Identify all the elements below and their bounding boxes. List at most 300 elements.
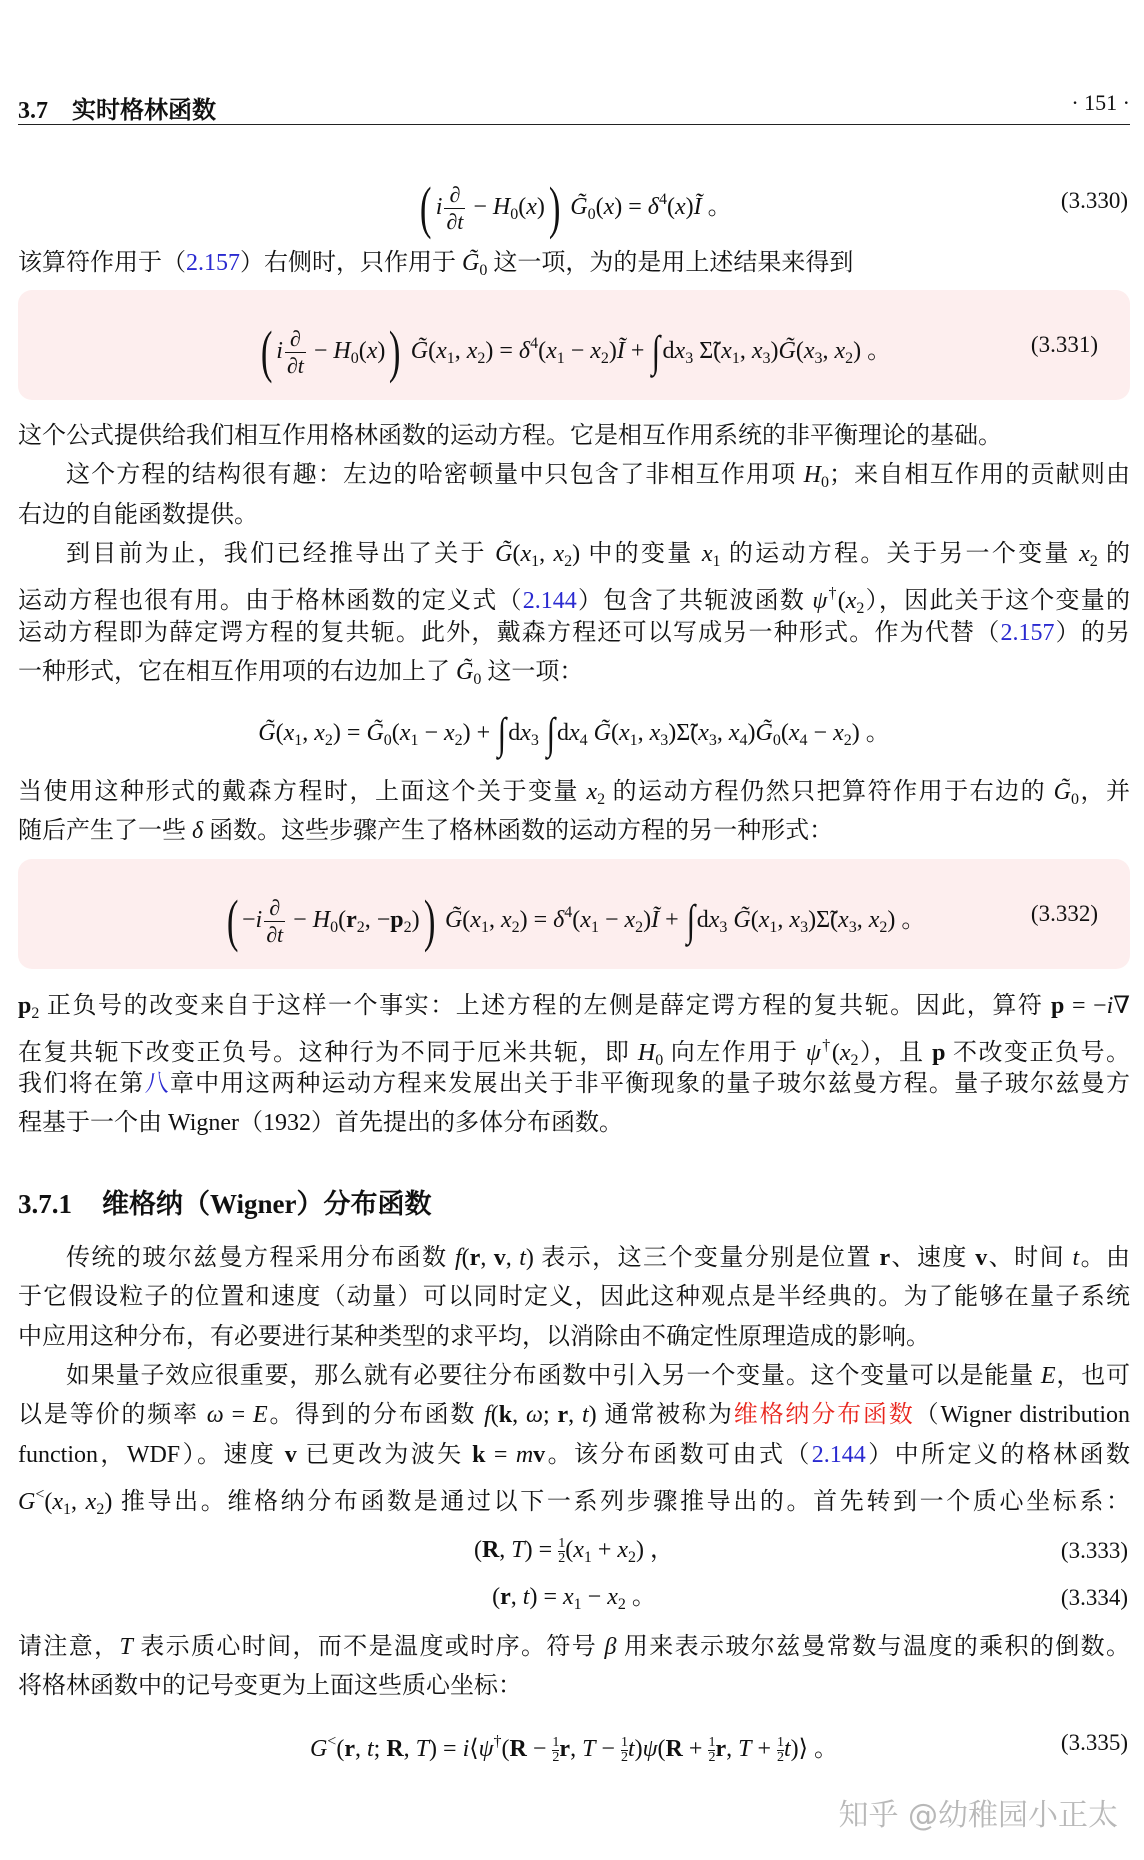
math-italic: i [1106, 993, 1114, 1019]
text-run: ( [490, 1402, 499, 1428]
text-run: ( [666, 194, 675, 220]
subscript: 4 [739, 732, 748, 749]
superscript: 4 [530, 335, 539, 352]
subscript: 4 [799, 732, 808, 749]
math-bold: v [284, 1442, 297, 1468]
math-italic: x [436, 338, 447, 364]
text-run: , [71, 1489, 86, 1515]
display-equation [18, 175, 1130, 241]
text-run: ），因此关于这个变量的 [864, 588, 1131, 614]
cross-reference-link[interactable]: 2.144 [522, 588, 577, 614]
equation-number: (3.331) [1030, 332, 1098, 357]
superscript: 4 [658, 191, 667, 208]
text-run: d [556, 720, 569, 746]
math-italic: t [627, 1736, 635, 1762]
math-bold: r [346, 907, 357, 933]
math-italic: x [553, 541, 565, 567]
text-run: ) [411, 907, 420, 933]
subscript: 0 [820, 474, 829, 491]
text-line [18, 1396, 1130, 1435]
text-line [18, 1357, 1130, 1396]
subscript: 2 [1089, 553, 1098, 570]
fraction-denominator: 2 [558, 1550, 566, 1566]
text-run: − [241, 907, 256, 933]
text-run: 章中用这两种运动方程来发展出关于非平衡现象的量子玻尔兹曼方程。量子玻尔兹曼方 [169, 1071, 1131, 1097]
text-run: 这一项： [481, 659, 584, 685]
text-line [18, 417, 1130, 456]
math-italic: T [738, 1736, 752, 1762]
text-run: − [581, 1584, 608, 1610]
math-italic: H [333, 338, 351, 364]
math-italic: G̃ [462, 250, 480, 276]
half-fraction [777, 1736, 784, 1765]
subscript: 1 [556, 350, 565, 367]
subscript: 2 [356, 919, 365, 936]
math-italic: E [1040, 1363, 1056, 1389]
text-line [18, 1278, 1130, 1317]
math-italic: x [580, 907, 591, 933]
math-bold: p [390, 907, 404, 933]
text-run: − [526, 1736, 553, 1762]
math-italic: x [788, 720, 800, 746]
text-run: 如果量子效应很重要，那么就有必要往分布函数中引入另一个变量。这个变量可以是能量 [66, 1363, 1041, 1389]
text-run: ) 通常被称为 [588, 1402, 734, 1428]
superscript: 4 [564, 904, 573, 921]
fraction-numerator: 1 [708, 1734, 716, 1750]
math-italic: x [758, 907, 770, 933]
subscript: 0 [1071, 791, 1079, 808]
text-run: 这个方程的结构很有趣：左边的哈密顿量中只包含了非相互作用项 [66, 462, 804, 488]
text-run: ) 表示，这三个变量分别是位置 [525, 1245, 880, 1271]
math-italic: x [674, 338, 686, 364]
subscript: 0 [473, 671, 482, 688]
math-italic: G̃ [410, 338, 429, 364]
math-italic: t [581, 1402, 589, 1428]
text-run: ; [542, 1402, 558, 1428]
text-run: ( [358, 338, 367, 364]
math-italic: x [443, 720, 455, 746]
subscript: 1 [531, 553, 540, 570]
fraction-numerator: ∂ [264, 895, 285, 922]
text-run: 我们将在第 [18, 1071, 145, 1097]
text-line [18, 653, 1130, 692]
text-run: )⟩ 。 [790, 1736, 839, 1762]
text-run: ( [336, 1736, 345, 1762]
math-italic: i [276, 338, 283, 364]
subscript: 0 [655, 1052, 664, 1069]
text-run: ( [391, 720, 400, 746]
text-line [18, 614, 1130, 653]
text-run: 。 [701, 194, 732, 220]
subscript: 0 [510, 206, 519, 223]
math-italic: i [255, 907, 263, 933]
text-line [18, 773, 1130, 812]
math-italic: ψ [642, 1736, 658, 1762]
fraction-numerator: 1 [552, 1734, 560, 1750]
math-bold: k [498, 1402, 513, 1428]
cross-reference-link[interactable]: 2.157 [1000, 620, 1055, 646]
text-run: ) [747, 720, 756, 746]
text-run: , [716, 720, 729, 746]
subscript: 3 [800, 919, 809, 936]
text-run: ）的另 [1054, 620, 1131, 646]
math-italic: x [728, 720, 740, 746]
math-italic: G̃ [570, 194, 588, 220]
text-run: , [539, 541, 554, 567]
subscript: 2 [597, 791, 606, 808]
math-italic: T [415, 1736, 430, 1762]
section-heading [18, 1182, 432, 1221]
math-italic: H [637, 1040, 656, 1066]
text-line [18, 1475, 1130, 1518]
display-equation [18, 709, 1130, 761]
math-italic: δ [192, 818, 204, 844]
subscript: 3 [708, 732, 717, 749]
text-run: 的运动方程。关于另一个变量 [720, 541, 1080, 567]
math-italic: G̃ [778, 338, 796, 364]
math-italic: x [617, 1537, 629, 1563]
text-run: ) [536, 194, 545, 220]
subscript: 1 [63, 1501, 72, 1518]
fraction-denominator: ∂t [286, 352, 304, 378]
display-equation [18, 1530, 1130, 1578]
subscript: 1 [590, 919, 599, 936]
text-run: , [568, 1402, 582, 1428]
math-italic: T [119, 1634, 133, 1660]
text-run: ( [538, 338, 547, 364]
integral-sign: ∫ [546, 709, 556, 759]
math-italic: G [309, 1736, 328, 1762]
text-line [18, 1239, 1130, 1278]
math-italic: f [455, 1245, 462, 1271]
text-run: ) = [529, 1584, 563, 1610]
text-run: ( [657, 1736, 666, 1762]
text-run: 以是等价的频率 [18, 1402, 207, 1428]
text-run: ) = [485, 338, 519, 364]
math-italic: Ĩ [693, 194, 702, 220]
fraction-numerator: 1 [558, 1535, 566, 1551]
math-italic: t [522, 1584, 530, 1610]
fraction-denominator: 2 [708, 1749, 716, 1765]
fraction [264, 895, 285, 948]
text-run: ; [373, 1736, 387, 1762]
subscript: 2 [600, 350, 609, 367]
math-italic: x [568, 720, 580, 746]
subscript: 2 [477, 350, 486, 367]
math-bold: R [509, 1736, 527, 1762]
math-italic: x [590, 338, 601, 364]
text-run: + [591, 1537, 618, 1563]
math-italic: E [252, 1402, 268, 1428]
text-run: ) [634, 1736, 643, 1762]
text-run: , [856, 907, 869, 933]
text-line [18, 1628, 1130, 1667]
text-run: ( [518, 194, 527, 220]
text-run: ) + [462, 720, 497, 746]
equation-number: (3.330) [1060, 188, 1128, 213]
text-run: ( [831, 1040, 840, 1066]
math-italic: G̃ [733, 907, 751, 933]
text-run: ) 。 [887, 907, 926, 933]
math-italic: x [721, 338, 732, 364]
math-italic: x [839, 1040, 851, 1066]
text-line [18, 1065, 1130, 1104]
text-run: 运动方程也很有用。由于格林函数的定义式（ [18, 588, 523, 614]
text-run: d [508, 720, 521, 746]
text-run: 用来表示玻尔兹曼常数与温度的乘积的倒数。 [616, 1634, 1131, 1660]
text-run: ( [795, 338, 804, 364]
text-run: , [480, 1245, 494, 1271]
text-run: ( [275, 720, 284, 746]
big-paren: ( [226, 888, 239, 954]
text-run: ) [608, 338, 617, 364]
section-number: 3.7.1 [18, 1189, 72, 1219]
text-run: 。由 [1079, 1245, 1131, 1271]
highlighted-term: 维格纳分布函数 [733, 1402, 915, 1428]
display-equation [18, 1577, 1130, 1625]
fraction-denominator: 2 [620, 1749, 628, 1765]
subscript: 2 [850, 1052, 859, 1069]
text-run: （Wigner distribution [914, 1402, 1131, 1428]
text-run: 。得到的分布函数 [267, 1402, 485, 1428]
subscript: 1 [583, 1549, 592, 1566]
page-number: · 151 · [1071, 90, 1130, 115]
text-run: ）中所定义的格林函数 [865, 1442, 1131, 1468]
subscript: 3 [848, 919, 857, 936]
subscript: 2 [845, 350, 854, 367]
math-italic: t [1072, 1245, 1080, 1271]
text-run: ( [565, 1537, 574, 1563]
text-run: ）包含了共轭波函数 [576, 588, 813, 614]
text-run: , [512, 1402, 526, 1428]
text-run: − [287, 907, 313, 933]
fraction-numerator: 1 [620, 1734, 628, 1750]
text-line [18, 456, 1130, 495]
math-italic: x [466, 338, 478, 364]
math-italic: x [674, 194, 686, 220]
text-run: ( [44, 1489, 53, 1515]
text-line [18, 574, 1131, 617]
math-italic: Ĩ [651, 907, 660, 933]
subscript: 4 [579, 732, 588, 749]
text-line [18, 987, 1130, 1026]
text-run: ) ， [636, 1537, 675, 1563]
cross-reference-link[interactable]: 八 [144, 1071, 170, 1097]
subscript: 2 [856, 600, 865, 617]
equation-number: (3.333) [1060, 1538, 1128, 1563]
subscript: 0 [330, 919, 339, 936]
page-header [18, 88, 1130, 125]
math-italic: ψ [478, 1736, 494, 1762]
subscript: 1 [731, 350, 740, 367]
subscript: 2 [635, 919, 644, 936]
text-run: ) = [614, 194, 648, 220]
text-run: − [418, 720, 444, 746]
text-run: , [354, 1736, 367, 1762]
math-italic: t [784, 1736, 791, 1762]
subscript: 0 [383, 732, 392, 749]
text-run: 传统的玻尔兹曼方程采用分布函数 [66, 1245, 455, 1271]
running-section-title: 3.7 实时格林函数 [18, 98, 216, 124]
math-italic: G̃ [755, 720, 773, 746]
text-run: , [726, 1736, 739, 1762]
subscript: 2 [31, 1005, 40, 1022]
math-bold: p [1051, 993, 1065, 1019]
equation-number: (3.332) [1030, 901, 1098, 926]
math-italic: x [520, 541, 532, 567]
text-run: 在复共轭下改变正负号。这种行为不同于厄米共轭，即 [18, 1040, 638, 1066]
text-run: + [682, 1736, 709, 1762]
math-bold: r [559, 1736, 571, 1762]
math-bold: R [665, 1736, 683, 1762]
subscript: 1 [480, 919, 489, 936]
text-run: − [564, 338, 591, 364]
math-italic: x [563, 1584, 574, 1610]
text-run: , [403, 1736, 416, 1762]
math-italic: G̃ [366, 720, 384, 746]
text-run: 不改变正负号。 [945, 1040, 1131, 1066]
text-run: ( [750, 907, 759, 933]
math-italic: G̃ [444, 907, 463, 933]
text-run: ( [428, 338, 437, 364]
superscript: † [493, 1733, 502, 1750]
math-italic: H [803, 462, 821, 488]
subscript: 0 [479, 262, 488, 279]
fraction-denominator: ∂t [446, 208, 464, 234]
text-line [18, 535, 1130, 574]
math-italic: x [470, 907, 481, 933]
subscript: 1 [573, 1596, 582, 1613]
text-run: + [624, 338, 651, 364]
text-run: 的运动方程仍然只把算符作用于右边的 [605, 779, 1054, 805]
text-run: 到目前为止，我们已经推导出了关于 [66, 541, 496, 567]
text-run: , [510, 1584, 523, 1610]
text-run: 右边的自能函数提供。 [18, 502, 258, 528]
text-run: + [659, 907, 685, 933]
subscript: 2 [454, 732, 463, 749]
math-italic: x [834, 338, 846, 364]
math-bold: p [932, 1040, 946, 1066]
equation-number: (3.335) [1060, 1730, 1128, 1755]
text-run: ( [492, 1584, 501, 1610]
superscript: < [327, 1733, 337, 1750]
math-italic: x [607, 1584, 618, 1610]
math-bold: r [500, 1584, 511, 1610]
subscript: 2 [617, 1596, 626, 1613]
math-bold: r [344, 1736, 355, 1762]
text-run: 向左作用于 [663, 1040, 806, 1066]
text-run: , [637, 720, 650, 746]
text-run: − [598, 907, 625, 933]
cross-reference-link[interactable]: 2.157 [186, 250, 240, 276]
text-run: 正负号的改变来自于这样一个事实：上述方程的左侧是薛定谔方程的复共轭。因此，算符 [39, 993, 1052, 1019]
big-paren: ) [423, 888, 436, 954]
text-run: function，WDF）。速度 [18, 1442, 285, 1468]
math-italic: δ [553, 907, 565, 933]
math-bold: r [557, 1402, 569, 1428]
text-run: d [662, 338, 675, 364]
text-run: ) [685, 194, 694, 220]
text-run: 将格林函数中的记号变更为上面这些质心坐标： [18, 1673, 522, 1699]
text-run: )Σ̃( [808, 907, 839, 933]
text-run: = [485, 1442, 516, 1468]
math-italic: x [314, 720, 325, 746]
math-italic: G̃ [258, 720, 276, 746]
cross-reference-link[interactable]: 2.144 [811, 1442, 866, 1468]
text-run: ( [572, 907, 581, 933]
fraction-numerator: ∂ [444, 182, 465, 209]
text-run: ( [462, 907, 471, 933]
subscript: 1 [712, 553, 721, 570]
text-run: ( [780, 720, 789, 746]
text-run: 程基于一个由 Wigner（1932）首先提出的多体分布函数。 [18, 1110, 624, 1136]
subscript: 3 [530, 732, 539, 749]
text-run: ) [643, 907, 652, 933]
fraction [285, 326, 306, 379]
text-run: ( [595, 194, 604, 220]
equation-number: (3.334) [1060, 1585, 1128, 1610]
math-italic: x [845, 588, 857, 614]
math-italic: x [751, 338, 763, 364]
text-run: 。 [625, 1584, 656, 1610]
text-run: 表示质心时间，而不是温度或时序。符号 [132, 1634, 605, 1660]
text-run: ( [501, 1736, 510, 1762]
subscript: 2 [843, 732, 852, 749]
superscript: † [820, 1037, 832, 1054]
text-run: ( [610, 720, 619, 746]
big-paren: ( [420, 175, 432, 241]
subscript: 1 [410, 732, 419, 749]
math-italic: i [435, 194, 443, 220]
subscript: 3 [719, 919, 728, 936]
math-italic: β [604, 1634, 617, 1660]
text-run: ) = [332, 720, 367, 746]
integral-sign: ∫ [652, 327, 661, 377]
math-italic: x [838, 907, 849, 933]
math-italic: x [85, 1489, 97, 1515]
text-run: ∇ [1113, 993, 1131, 1019]
math-bold: R [386, 1736, 404, 1762]
text-run: ) 中的变量 [572, 541, 702, 567]
fraction [444, 182, 465, 235]
text-line [18, 244, 1130, 283]
text-run: = [223, 1402, 253, 1428]
text-run: , [499, 1537, 512, 1563]
math-italic: x [520, 720, 531, 746]
math-italic: G [18, 1489, 36, 1515]
text-line [18, 1026, 1131, 1069]
fraction-denominator: 2 [552, 1749, 560, 1765]
subscript: 0 [772, 732, 781, 749]
subscript: 0 [587, 206, 596, 223]
math-italic: G̃ [495, 541, 513, 567]
text-run: 函数。这些步骤产生了格林函数的运动方程的另一种形式： [203, 818, 834, 844]
math-italic: x [366, 338, 378, 364]
text-run: ）右侧时，只作用于 [240, 250, 462, 276]
math-italic: G̃ [1053, 779, 1071, 805]
subscript: 2 [96, 1501, 105, 1518]
fraction-denominator: 2 [777, 1749, 784, 1765]
text-run: ) [377, 338, 386, 364]
math-italic: x [1079, 541, 1090, 567]
math-italic: x [868, 907, 880, 933]
text-run: ) 推导出。维格纳分布函数是通过以下一系列步骤推导出的。首先转到一个质心坐标系： [104, 1489, 1130, 1515]
subscript: 2 [879, 919, 888, 936]
math-italic: x [603, 194, 615, 220]
math-italic: x [708, 907, 720, 933]
text-run: 中应用这种分布，有必要进行某种类型的求平均，以消除由不确定性原理造成的影响。 [18, 1324, 930, 1350]
math-italic: i [462, 1736, 470, 1762]
